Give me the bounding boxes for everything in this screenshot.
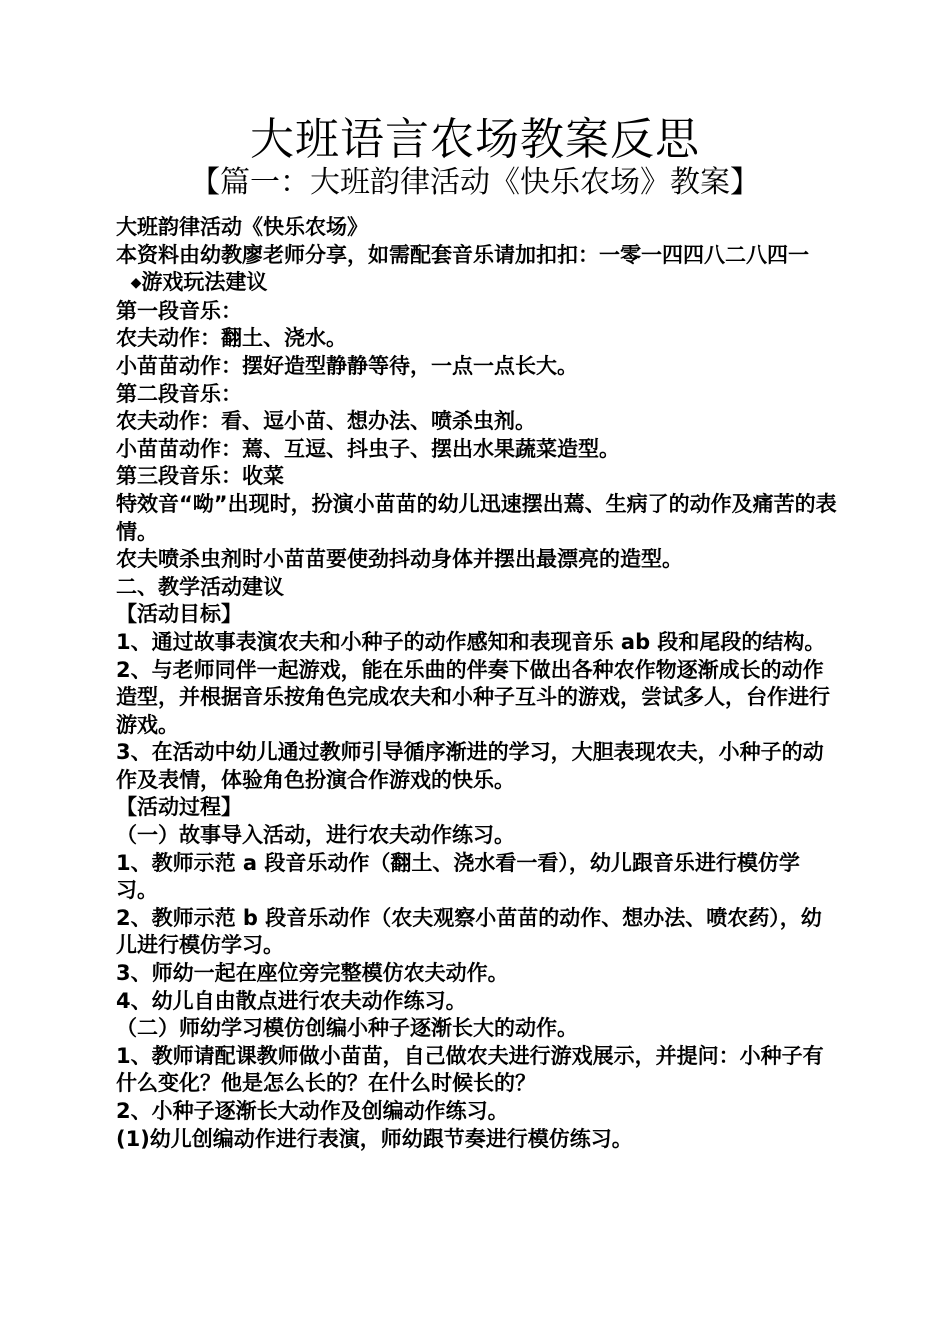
paragraph: 本资料由幼教廖老师分享，如需配套音乐请加扣扣：一零一四四八二八四一 xyxy=(116,242,809,267)
paragraph: 小苗苗动作：摆好造型静静等待，一点一点长大。 xyxy=(116,353,578,378)
paragraph: 1、通过故事表演农夫和小种子的动作感知和表现音乐 ab 段和尾段的结构。 xyxy=(116,629,826,654)
paragraph: 小苗苗动作：蔫、互逗、抖虫子、摆出水果蔬菜造型。 xyxy=(116,436,620,461)
paragraph: 2、与老师同伴一起游戏，能在乐曲的伴奏下做出各种农作物逐渐成长的动作造型，并根据音乐按角色完成农夫和小种子互斗的游戏，尝试多人，台作进行游戏。 xyxy=(116,657,830,737)
paragraph: 农夫动作：看、逗小苗、想办法、喷杀虫剂。 xyxy=(116,409,536,434)
paragraph: 特效音“呦”出现时，扮演小苗苗的幼儿迅速摆出蔫、生病了的动作及痛苦的表情。 xyxy=(116,491,837,544)
paragraph: 1、教师请配课教师做小苗苗，自己做农夫进行游戏展示，并提问：小种子有什么变化？他是怎么长的？在什么时候长的？ xyxy=(116,1043,824,1096)
paragraph: 第一段音乐： xyxy=(116,298,242,323)
page-title: 大班语言农场教案反思 xyxy=(250,114,700,165)
paragraph: 第三段音乐：收菜 xyxy=(116,464,284,489)
section-heading xyxy=(116,269,838,298)
section-heading-label: 游戏玩法建议 xyxy=(141,270,268,295)
paragraph: 大班韵律活动《快乐农场》 xyxy=(116,215,368,239)
paragraph: 2、教师示范 b 段音乐动作（农夫观察小苗苗的动作、想办法、喷农药），幼儿进行模仿学习。 xyxy=(116,905,822,958)
paragraph: 农夫动作：翻土、浇水。 xyxy=(116,326,347,351)
section-heading: 【活动目标】 xyxy=(116,602,242,627)
paragraph: 3、在活动中幼儿通过教师引导循序渐进的学习，大胆表现农夫，小种子的动作及表情，体验角色扮演合作游戏的快乐。 xyxy=(116,740,824,792)
paragraph: 农夫喷杀虫剂时小苗苗要使劲抖动身体并摆出最漂亮的造型。 xyxy=(116,547,683,572)
paragraph: 2、小种子逐渐长大动作及创编动作练习。 xyxy=(116,1099,509,1123)
paragraph: 1、教师示范 a 段音乐动作（翻土、浇水看一看），幼儿跟音乐进行模仿学习。 xyxy=(116,850,800,903)
paragraph: 3、师幼一起在座位旁完整模仿农夫动作。 xyxy=(116,961,509,986)
diamond-bullet-icon: ◆ xyxy=(130,275,142,292)
subsection-heading: （一）故事导入活动，进行农夫动作练习。 xyxy=(116,823,515,848)
section-heading: 【活动过程】 xyxy=(116,795,242,820)
page-subtitle: 【篇一：大班韵律活动《快乐农场》教案】 xyxy=(190,165,760,200)
document-body xyxy=(116,214,838,1153)
subsection-heading: （二）师幼学习模仿创编小种子逐渐长大的动作。 xyxy=(116,1016,578,1041)
section-heading: 二、教学活动建议 xyxy=(116,574,284,599)
paragraph: 4、幼儿自由散点进行农夫动作练习。 xyxy=(116,988,467,1013)
paragraph: (1)幼儿创编动作进行表演，师幼跟节奏进行模仿练习。 xyxy=(116,1126,633,1151)
paragraph: 第二段音乐： xyxy=(116,381,242,406)
